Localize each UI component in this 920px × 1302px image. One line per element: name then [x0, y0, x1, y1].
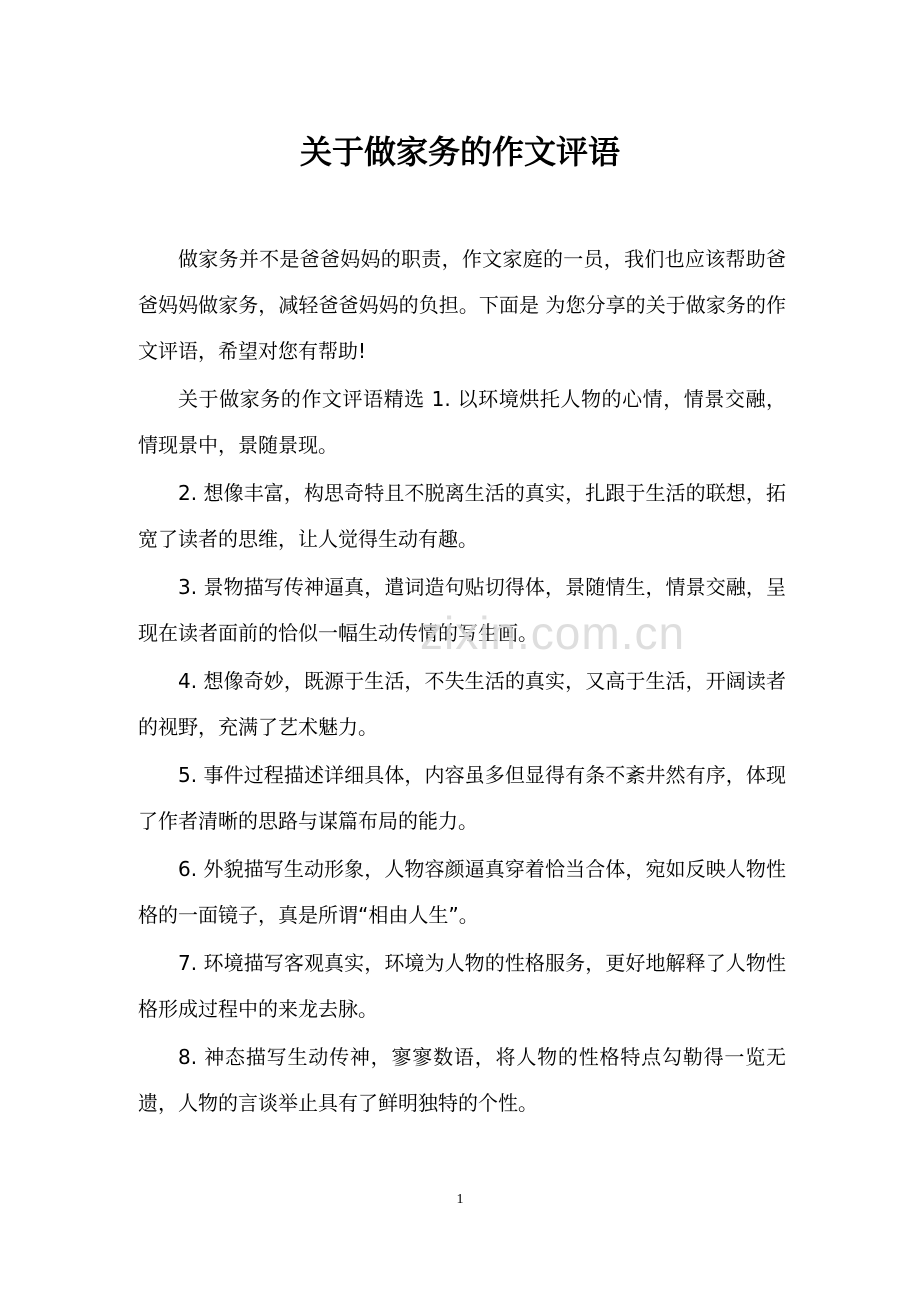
paragraph-comment-8: 8. 神态描写生动传神，寥寥数语，将人物的性格特点勾勒得一览无遗，人物的言谈举止具有了鲜明独特的个性。 [138, 1045, 786, 1115]
paragraph-comment-1: 关于做家务的作文评语精选 1. 以环境烘托人物的心情，情景交融，情现景中，景随景现。 [138, 387, 786, 457]
paragraph-comment-5: 5. 事件过程描述详细具体，内容虽多但显得有条不紊井然有序，体现了作者清晰的思路与谋篇布局的能力。 [138, 763, 786, 833]
paragraph-comment-7: 7. 环境描写客观真实，环境为人物的性格服务，更好地解释了人物性格形成过程中的来龙去脉。 [138, 951, 786, 1021]
page-title: 关于做家务的作文评语 [299, 133, 620, 171]
watermark: zixin.com.cn [420, 607, 686, 659]
page-number: 1 [456, 1192, 464, 1207]
paragraph-comment-4: 4. 想像奇妙，既源于生活，不失生活的真实，又高于生活，开阔读者的视野，充满了艺术魅力。 [138, 669, 786, 739]
paragraph-comment-2: 2. 想像丰富，构思奇特且不脱离生活的真实，扎跟于生活的联想，拓宽了读者的思维，让人觉得生动有趣。 [138, 481, 786, 551]
paragraph-comment-3: 3. 景物描写传神逼真，遣词造句贴切得体，景随情生，情景交融，呈现在读者面前的恰似一幅生动传情的写生画。 [138, 575, 786, 645]
document-body [138, 236, 786, 1128]
paragraph-intro: 做家务并不是爸爸妈妈的职责，作文家庭的一员，我们也应该帮助爸爸妈妈做家务，减轻爸爸妈妈的负担。下面是 为您分享的关于做家务的作文评语，希望对您有帮助! [138, 247, 786, 363]
paragraph-comment-6: 6. 外貌描写生动形象，人物容颜逼真穿着恰当合体，宛如反映人物性格的一面镜子，真是所谓“相由人生”。 [138, 857, 786, 927]
